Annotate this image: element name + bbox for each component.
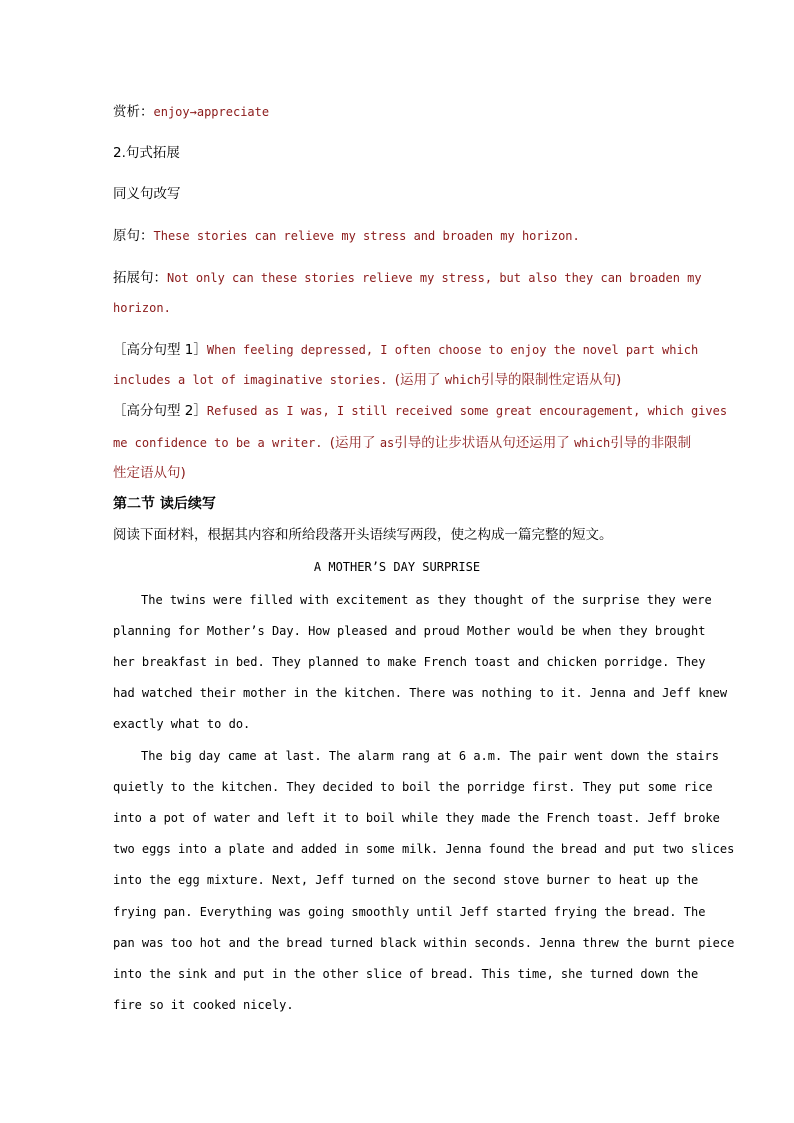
pattern1-note-b: 引导的限制性定语从句) [480,372,622,388]
para1-line4: had watched their mother in the kitchen. There was nothing to it. Jenna and Jeff knew [113,686,728,700]
para2-line3: into a pot of water and left it to boil while they made the French toast. Jeff broke [113,811,720,825]
appreciation-line [113,104,269,120]
original-text: These stories can relieve my stress and broaden my horizon. [153,229,580,243]
pattern2-note-b: 引导的让步状语从句还运用了 [394,435,575,451]
original-sentence [113,228,580,244]
para2-line1: The big day came at last. The alarm rang at 6 a.m. The pair went down the stairs [141,749,719,763]
pattern1-line2 [113,372,621,388]
para2-line2: quietly to the kitchen. They decided to boil the porridge first. They put some rice [113,780,713,794]
pattern2-line2 [113,435,691,451]
pattern1-text-2: includes a lot of imaginative stories. [113,373,388,387]
section-heading: 2.句式拓展 [113,145,180,161]
pattern2-text-2: me confidence to be a writer. [113,436,323,450]
story-title: A MOTHER’S DAY SURPRISE [313,560,481,574]
subheading: 同义句改写 [113,186,181,202]
para2-line8: into the sink and put in the other slice of bread. This time, she turned down the [113,967,699,981]
appreciation-label: 赏析： [113,104,154,120]
arrow-icon: → [189,105,197,119]
extended-sentence-line1 [113,270,702,286]
para2-line7: pan was too hot and the bread turned black within seconds. Jenna threw the burnt piece [113,936,735,950]
appreciation-to: appreciate [196,105,270,119]
pattern2-label: ［高分句型 2］ [113,403,207,419]
para1-line5: exactly what to do. [113,717,251,731]
pattern1-note-kw: which [444,373,481,387]
pattern2-line1 [113,403,728,419]
instruction: 阅读下面材料，根据其内容和所给段落开头语续写两段，使之构成一篇完整的短文。 [113,527,613,543]
pattern2-note-c: 引导的非限制 [610,435,692,451]
pattern2-line3: 性定语从句) [113,465,186,481]
pattern2-note-a: (运用了 [329,435,380,451]
para2-line5: into the egg mixture. Next, Jeff turned on the second stove burner to heat up the [113,873,699,887]
para2-line4: two eggs into a plate and added in some milk. Jenna found the bread and put two slices [113,842,735,856]
appreciation-from: enjoy [153,105,190,119]
para1-line3: her breakfast in bed. They planned to make French toast and chicken porridge. They [113,655,706,669]
para1-line1: The twins were filled with excitement as they thought of the surprise they were [141,593,712,607]
pattern1-label: ［高分句型 1］ [113,342,207,358]
para2-line6: frying pan. Everything was going smoothly until Jeff started frying the bread. The [113,905,706,919]
para1-line2: planning for Mother’s Day. How pleased and proud Mother would be when they brought [113,624,706,638]
pattern1-text-1: When feeling depressed, I often choose to enjoy the novel part which [206,343,699,357]
para2-line9: fire so it cooked nicely. [113,998,294,1012]
pattern1-line1 [113,342,699,358]
extended-text-1: Not only can these stories relieve my stress, but also they can broaden my [167,271,702,285]
pattern2-text-1: Refused as I was, I still received some great encouragement, which gives [206,404,728,418]
extended-label: 拓展句： [113,270,167,286]
pattern2-note-kw1: as [379,436,395,450]
pattern2-note-kw2: which [574,436,611,450]
section-title: 第二节 读后续写 [113,496,216,512]
original-label: 原句： [113,228,154,244]
extended-sentence-line2: horizon. [113,301,171,315]
pattern1-note-a: (运用了 [394,372,445,388]
